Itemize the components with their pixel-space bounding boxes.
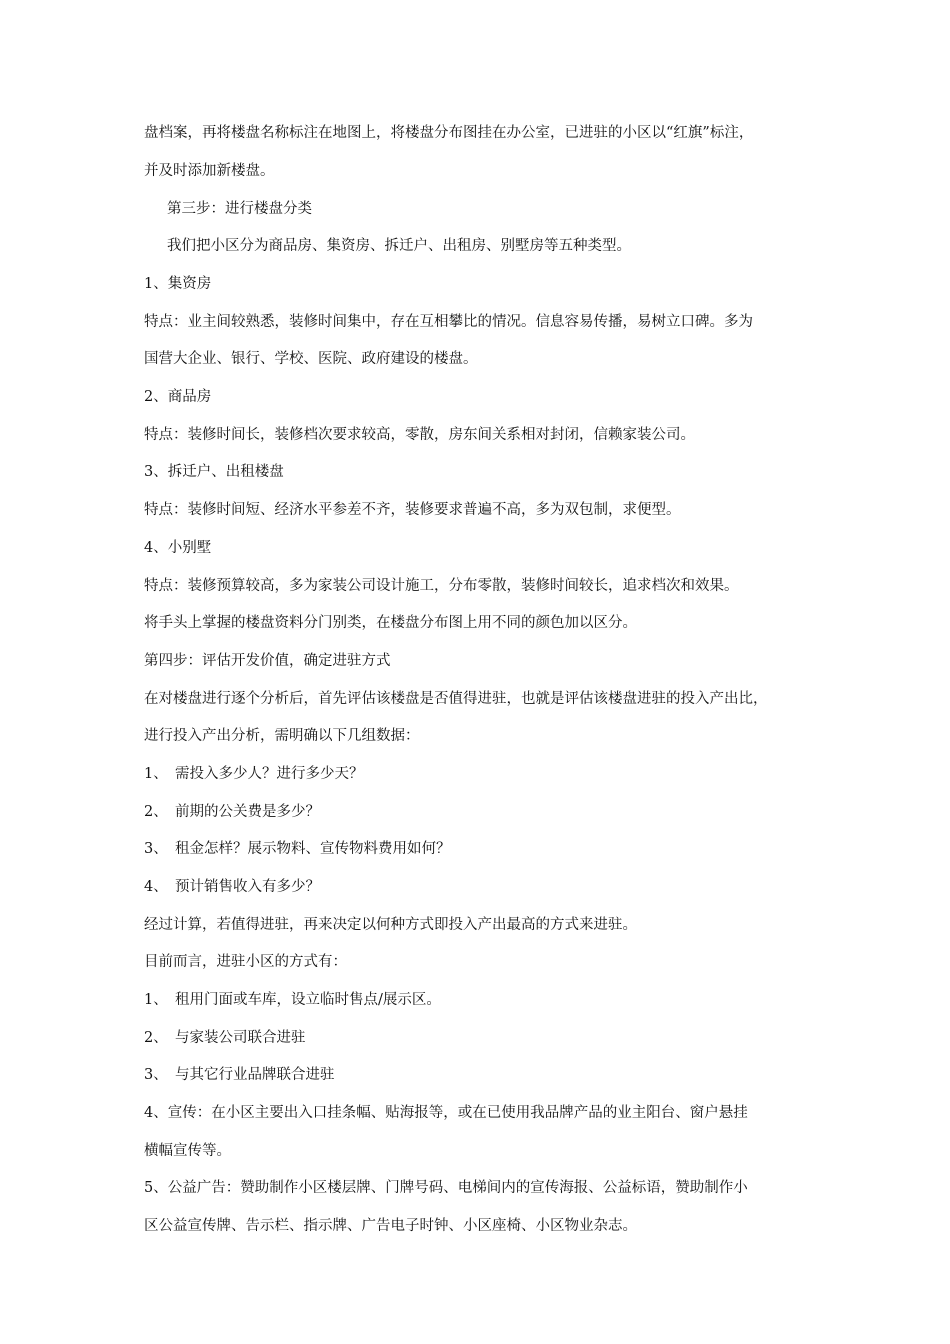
text-line: 将手头上掌握的楼盘资料分门别类，在楼盘分布图上用不同的颜色加以区分。 [144, 615, 637, 631]
text-line: 进行投入产出分析，需明确以下几组数据： [144, 728, 420, 744]
section-heading: 第三步：进行楼盘分类 [167, 201, 312, 217]
section-heading: 第四步：评估开发价值，确定进驻方式 [144, 653, 391, 669]
list-heading: 3、拆迁户、出租楼盘 [144, 464, 284, 480]
text-line: 特点：装修时间短、经济水平参差不齐，装修要求普遍不高，多为双包制，求便型。 [144, 502, 681, 518]
list-heading: 1、集资房 [144, 276, 212, 292]
text-line: 目前而言，进驻小区的方式有： [144, 954, 347, 970]
text-line: 我们把小区分为商品房、集资房、拆迁户、出租房、别墅房等五种类型。 [167, 238, 631, 254]
list-item: 1、 租用门面或车库，设立临时售点/展示区。 [144, 992, 441, 1008]
text-line: 特点：装修预算较高，多为家装公司设计施工，分布零散，装修时间较长，追求档次和效果。 [144, 578, 739, 594]
text-line: 特点：装修时间长，装修档次要求较高，零散，房东间关系相对封闭，信赖家装公司。 [144, 427, 695, 443]
text-line: 盘档案，再将楼盘名称标注在地图上，将楼盘分布图挂在办公室，已进驻的小区以“红旗”标注， [144, 125, 754, 141]
text-line: 经过计算，若值得进驻，再来决定以何种方式即投入产出最高的方式来进驻。 [144, 917, 637, 933]
text-line: 4、宣传：在小区主要出入口挂条幅、贴海报等，或在已使用我品牌产品的业主阳台、窗户悬挂 [144, 1105, 748, 1121]
list-item: 3、 租金怎样？展示物料、宣传物料费用如何？ [144, 841, 451, 857]
text-line: 横幅宣传等。 [144, 1143, 231, 1159]
list-item: 1、 需投入多少人？进行多少天？ [144, 766, 364, 782]
list-heading: 4、小别墅 [144, 540, 212, 556]
text-line: 区公益宣传牌、告示栏、指示牌、广告电子时钟、小区座椅、小区物业杂志。 [144, 1218, 637, 1234]
list-item: 2、 与家装公司联合进驻 [144, 1030, 306, 1046]
text-line: 5、公益广告：赞助制作小区楼层牌、门牌号码、电梯间内的宣传海报、公益标语，赞助制作小 [144, 1180, 748, 1196]
list-heading: 2、商品房 [144, 389, 212, 405]
text-line: 国营大企业、银行、学校、医院、政府建设的楼盘。 [144, 351, 478, 367]
text-line: 在对楼盘进行逐个分析后，首先评估该楼盘是否值得进驻，也就是评估该楼盘进驻的投入产出比， [144, 691, 768, 707]
list-item: 4、 预计销售收入有多少？ [144, 879, 320, 895]
text-line: 特点：业主间较熟悉，装修时间集中，存在互相攀比的情况。信息容易传播，易树立口碑。多为 [144, 314, 753, 330]
list-item: 2、 前期的公关费是多少？ [144, 804, 320, 820]
list-item: 3、 与其它行业品牌联合进驻 [144, 1067, 335, 1083]
text-line: 并及时添加新楼盘。 [144, 163, 275, 179]
